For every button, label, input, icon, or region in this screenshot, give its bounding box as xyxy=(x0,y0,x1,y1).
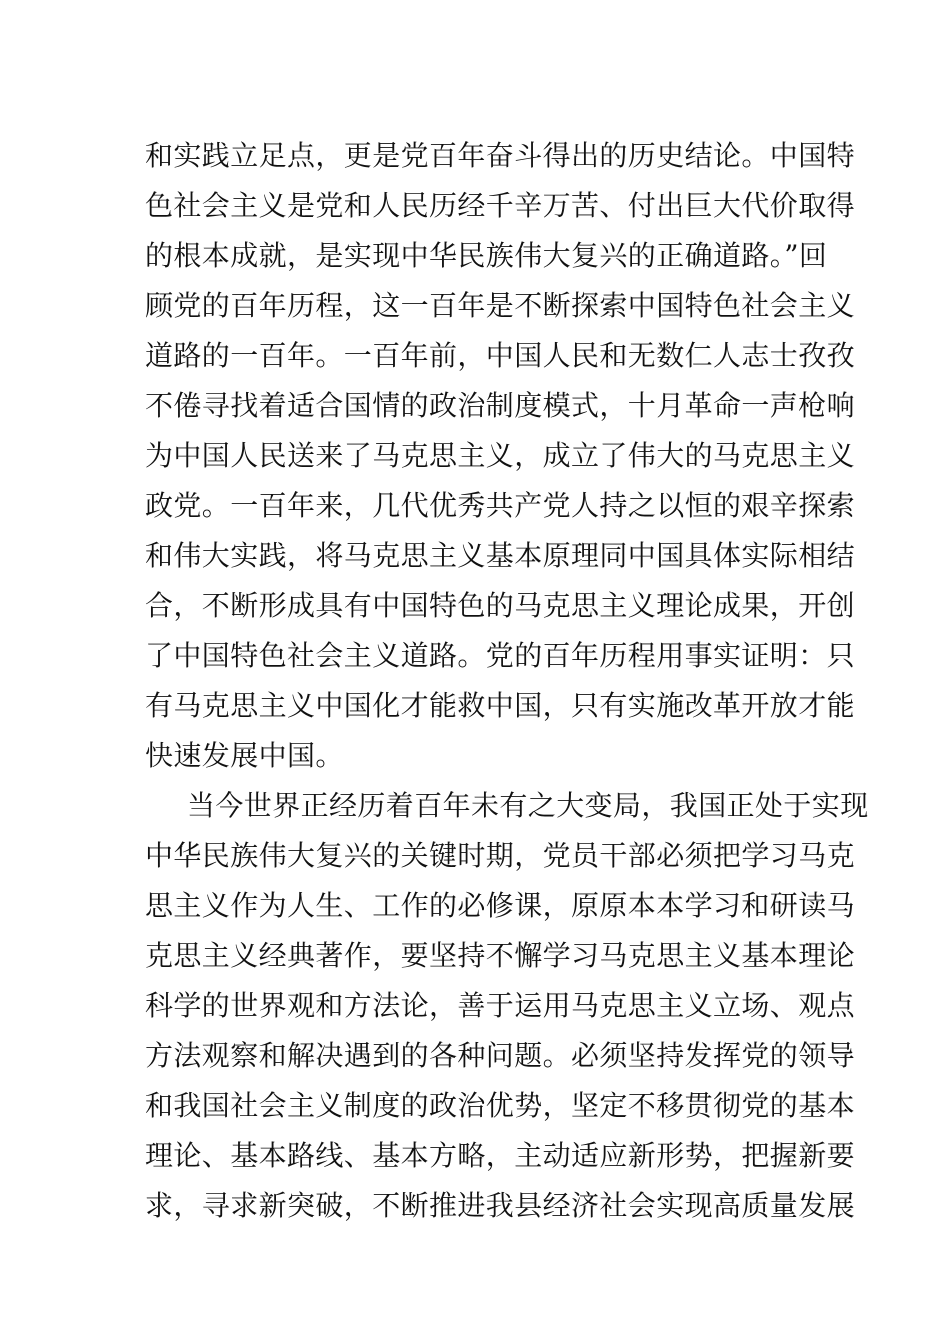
text-line: 和我国社会主义制度的政治优势，坚定不移贯彻党的基本 xyxy=(145,1089,856,1122)
text-line: 和实践立足点，更是党百年奋斗得出的历史结论。中国特 xyxy=(145,139,856,172)
text-line: 政党。一百年来，几代优秀共产党人持之以恒的艰辛探索 xyxy=(145,489,856,522)
text-line: 有马克思主义中国化才能救中国，只有实施改革开放才能 xyxy=(145,689,856,722)
text-line: 思主义作为人生、工作的必修课，原原本本学习和研读马 xyxy=(145,889,856,922)
body-text xyxy=(145,131,869,1231)
text-line: 方法观察和解决遇到的各种问题。必须坚持发挥党的领导 xyxy=(145,1039,856,1072)
text-line: 为中国人民送来了马克思主义，成立了伟大的马克思主义 xyxy=(145,439,856,472)
text-line: 了中国特色社会主义道路。党的百年历程用事实证明：只 xyxy=(145,639,856,672)
text-line: 理论、基本路线、基本方略，主动适应新形势，把握新要 xyxy=(145,1139,856,1172)
text-line: 克思主义经典著作，要坚持不懈学习马克思主义基本理论 xyxy=(145,939,856,972)
text-line: 中华民族伟大复兴的关键时期，党员干部必须把学习马克 xyxy=(145,839,856,872)
text-line: 道路的一百年。一百年前，中国人民和无数仁人志士孜孜 xyxy=(145,339,856,372)
text-line: 求，寻求新突破，不断推进我县经济社会实现高质量发展 xyxy=(145,1189,856,1222)
text-line: 顾党的百年历程，这一百年是不断探索中国特色社会主义 xyxy=(145,289,856,322)
text-line: 科学的世界观和方法论，善于运用马克思主义立场、观点 xyxy=(145,989,856,1022)
text-line: 快速发展中国。 xyxy=(145,739,344,772)
text-line: 当今世界正经历着百年未有之大变局，我国正处于实现 xyxy=(187,789,869,822)
text-line: 合，不断形成具有中国特色的马克思主义理论成果，开创 xyxy=(145,589,856,622)
text-line: 不倦寻找着适合国情的政治制度模式，十月革命一声枪响 xyxy=(145,389,856,422)
text-line: 色社会主义是党和人民历经千辛万苦、付出巨大代价取得 xyxy=(145,189,856,222)
text-line: 的根本成就，是实现中华民族伟大复兴的正确道路。”回 xyxy=(145,239,828,272)
text-line: 和伟大实践，将马克思主义基本原理同中国具体实际相结 xyxy=(145,539,856,572)
